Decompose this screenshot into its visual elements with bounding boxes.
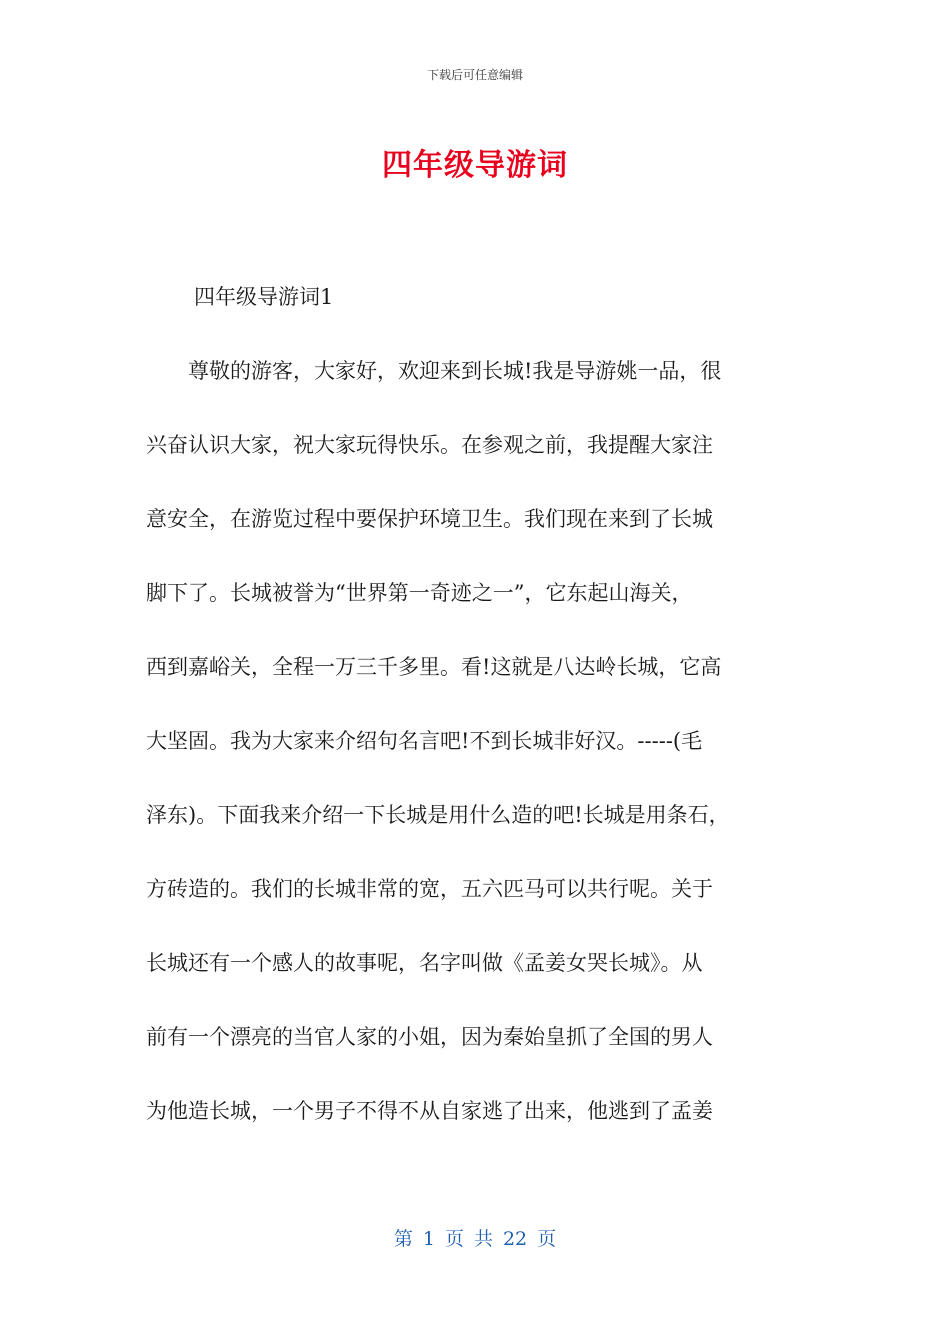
section-heading: 四年级导游词1: [194, 285, 334, 309]
body-paragraph: [146, 334, 808, 1148]
page-number-total: 22: [502, 1228, 528, 1250]
paragraph-line: 方砖造的。我们的长城非常的宽，五六匹马可以共行呢。关于: [146, 877, 713, 901]
page-footer: [0, 1224, 950, 1254]
paragraph-line: 意安全，在游览过程中要保护环境卫生。我们现在来到了长城: [146, 507, 713, 531]
paragraph-line: 前有一个漂亮的当官人家的小姐，因为秦始皇抓了全国的男人: [146, 1025, 713, 1049]
paragraph-line: 大坚固。我为大家来介绍句名言吧!不到长城非好汉。-----(毛: [146, 729, 703, 753]
document-title: 四年级导游词: [382, 148, 568, 183]
paragraph-line: 泽东)。下面我来介绍一下长城是用什么造的吧!长城是用条石，: [146, 803, 730, 827]
paragraph-line: 长城还有一个感人的故事呢，名字叫做《孟姜女哭长城》。从: [146, 951, 703, 975]
paragraph-line: 脚下了。长城被誉为“世界第一奇迹之一”，它东起山海关，: [146, 581, 693, 605]
footer-prefix: 第: [393, 1228, 413, 1250]
footer-page-label: 页: [444, 1228, 464, 1250]
paragraph-line: 为他造长城，一个男子不得不从自家逃了出来，他逃到了孟姜: [146, 1099, 713, 1123]
paragraph-line: 西到嘉峪关，全程一万三千多里。看!这就是八达岭长城，它高: [146, 655, 722, 679]
paragraph-line: 兴奋认识大家，祝大家玩得快乐。在参观之前，我提醒大家注: [146, 433, 713, 457]
footer-total-suffix: 页: [537, 1228, 557, 1250]
paragraph-line: 尊敬的游客，大家好，欢迎来到长城!我是导游姚一品，很: [146, 359, 722, 383]
header-note: 下载后可任意编辑: [426, 68, 523, 82]
footer-total-prefix: 共: [473, 1228, 493, 1250]
page-number-current: 1: [422, 1228, 435, 1250]
